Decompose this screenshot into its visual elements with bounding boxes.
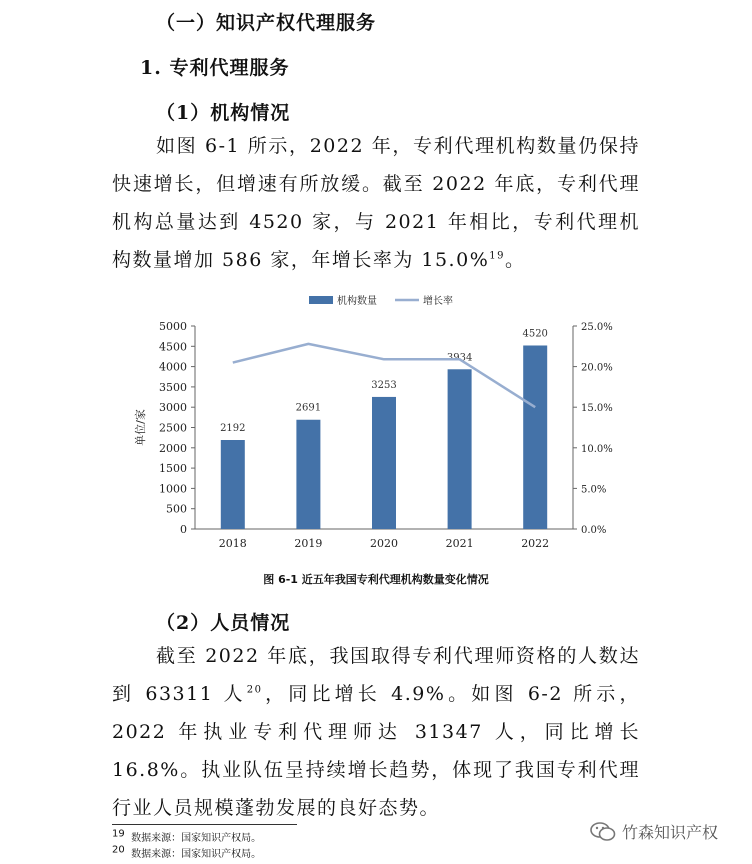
x-tick-label: 2018: [218, 537, 247, 550]
watermark: [590, 820, 718, 843]
institution-text: 如图 6-1 所示，2022 年，专利代理机构数量仍保持快速增长，但增速有所放缓。截至 2022 年底，专利代理机构总量达到 4520 家，与 2021 年相比，专利代理机构数量增加 586 家，年增长率为 15.0%: [112, 135, 640, 271]
institution-text-end: 。: [504, 249, 526, 271]
bar-value-label: 3253: [371, 379, 397, 391]
y-tick-label: 1000: [159, 482, 187, 496]
y-axis-label: 单位/家: [134, 409, 147, 446]
x-tick-label: 2021: [445, 537, 474, 550]
footnote-ref-19[interactable]: 19: [489, 250, 505, 262]
y2-tick-label: 5.0%: [581, 484, 607, 496]
bar-value-label: 2192: [220, 423, 246, 435]
legend-line-label: 增长率: [423, 296, 453, 307]
y2-tick-label: 0.0%: [581, 525, 607, 536]
bar-2022: [523, 345, 547, 529]
x-tick-label: 2019: [294, 537, 323, 550]
footnote-num: 19: [112, 828, 125, 840]
y-tick-label: 2500: [159, 421, 187, 435]
y-tick-label: 0: [180, 523, 187, 536]
footnote-text: 数据来源：国家知识产权局。: [131, 849, 262, 860]
bar-2021: [448, 369, 472, 529]
y-tick-label: 2000: [159, 441, 187, 455]
bar-value-label: 2691: [295, 402, 322, 414]
y-tick-label: 3000: [159, 401, 187, 415]
bar-2019: [296, 420, 320, 529]
y-tick-label: 3500: [159, 380, 187, 394]
footnote-ref-20[interactable]: 20: [246, 684, 263, 696]
institution-chart: [120, 284, 640, 560]
legend-bar-label: 机构数量: [337, 296, 377, 307]
bar-value-label: 3934: [446, 352, 473, 364]
section-heading: （一）知识产权代理服务: [156, 12, 377, 34]
y-tick-label: 1500: [159, 462, 187, 476]
y-tick-label: 4000: [159, 360, 187, 374]
y2-tick-label: 10.0%: [581, 443, 613, 455]
x-tick-label: 2022: [521, 537, 550, 550]
personnel-paragraph: [112, 637, 640, 827]
institution-paragraph: [112, 127, 640, 279]
figure-caption: 图 6-1 近五年我国专利代理机构数量变化情况: [263, 573, 489, 586]
personnel-text-2: ，同比增长 4.9%。如图 6-2 所示，2022 年执业专利代理师达 31347 人，同比增长 16.8%。执业队伍呈持续增长趋势，体现了我国专利代理行业人员规模蓬勃发展的良好态势。: [112, 683, 640, 819]
bar-2020: [372, 397, 396, 529]
personnel-heading: （2）人员情况: [156, 612, 291, 634]
wechat-icon: [590, 821, 616, 843]
legend-bar-swatch: [309, 296, 333, 304]
footnote-divider: [112, 824, 297, 825]
y-tick-label: 5000: [159, 320, 187, 333]
y-tick-label: 4500: [159, 340, 187, 354]
subsection-heading: 1. 专利代理服务: [140, 57, 290, 79]
footnote-num: 20: [112, 844, 125, 856]
bar-2018: [221, 440, 245, 529]
y2-tick-label: 20.0%: [581, 362, 613, 374]
bar-value-label: 4520: [522, 328, 548, 340]
footnote-20: [112, 845, 261, 860]
x-tick-label: 2020: [370, 537, 398, 550]
watermark-text: 竹森知识产权: [622, 823, 719, 842]
y2-tick-label: 15.0%: [581, 403, 613, 415]
y-tick-label: 500: [166, 502, 187, 516]
footnote-text: 数据来源：国家知识产权局。: [131, 833, 262, 844]
institution-heading: （1）机构情况: [156, 102, 291, 124]
personnel-text-1: 截至 2022 年底，我国取得专利代理师资格的人数达到 63311 人: [112, 645, 640, 705]
footnote-19: [112, 829, 261, 844]
y2-tick-label: 25.0%: [581, 322, 613, 333]
